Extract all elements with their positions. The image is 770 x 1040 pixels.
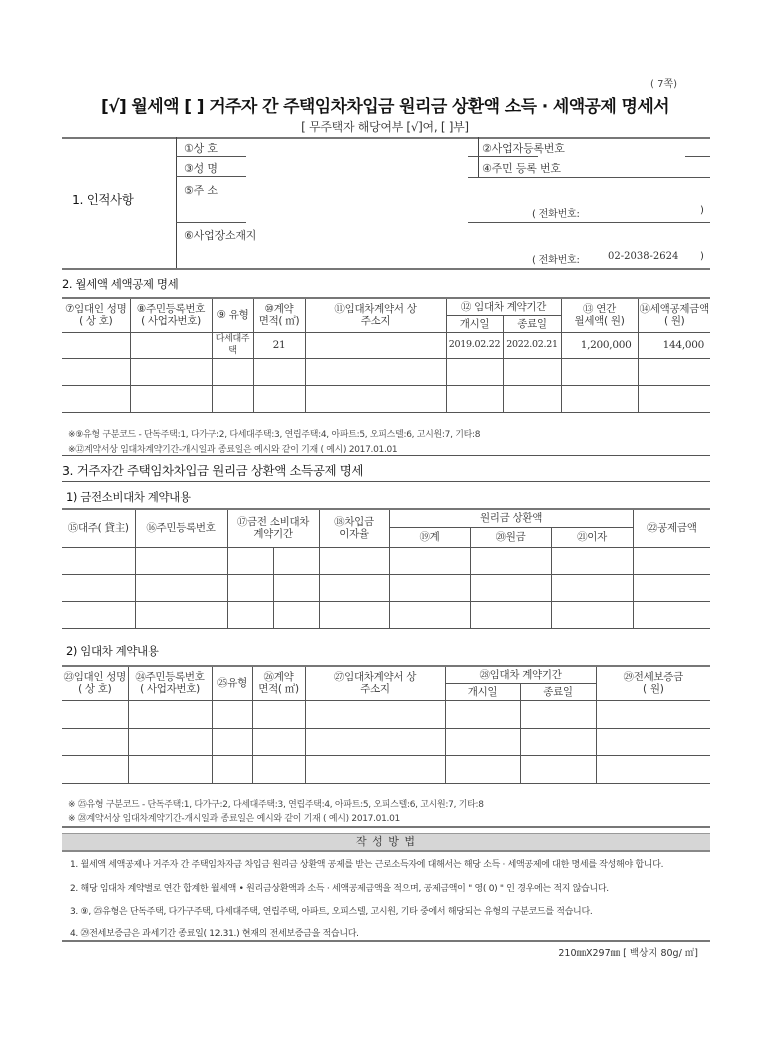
cell-lease-area[interactable]	[252, 755, 305, 783]
divider	[176, 176, 246, 177]
paper-spec: 210㎜X297㎜ [ 백상지 80g/ ㎡]	[558, 948, 698, 959]
col-loan-deduction: ㉒공제금액	[633, 509, 710, 547]
col-lease-start: 개시일	[445, 683, 520, 700]
section1-heading: 1. 인적사항	[72, 192, 134, 207]
cell-principal[interactable]	[470, 574, 551, 601]
cell-lease-end[interactable]	[520, 755, 596, 783]
cell-start[interactable]	[446, 385, 503, 412]
workplace-phone-value[interactable]: 02-2038-2624	[608, 251, 679, 262]
col-lease-lessor: ㉓임대인 성명 ( 상 호)	[62, 666, 128, 700]
divider	[62, 481, 710, 482]
cell-deposit[interactable]	[596, 755, 710, 783]
cell-deposit[interactable]	[596, 700, 710, 728]
cell-period-end[interactable]	[273, 574, 319, 601]
cell-rate[interactable]	[319, 547, 389, 574]
cell-lessor[interactable]	[62, 358, 130, 385]
cell-lessor[interactable]	[62, 385, 130, 412]
cell-lease-lessor-id[interactable]	[128, 755, 212, 783]
cell-period-start[interactable]	[227, 574, 273, 601]
cell-lease-area[interactable]	[252, 700, 305, 728]
col-lessor: ⑦임대인 성명 ( 상 호)	[62, 298, 130, 332]
resident-no-value[interactable]	[585, 159, 705, 175]
table-row	[62, 728, 710, 755]
divider	[478, 137, 479, 177]
col-lease-address: ㉗임대차계약서 상 주소지	[305, 666, 445, 700]
col-period: ⑫ 임대차 계약기간	[446, 298, 561, 315]
table-row	[62, 574, 710, 601]
cell-lease-lessor[interactable]	[62, 700, 128, 728]
cell-lease-address[interactable]	[305, 728, 445, 755]
cell-end[interactable]	[503, 358, 561, 385]
business-no-value[interactable]	[585, 139, 685, 155]
cell-area[interactable]	[253, 358, 305, 385]
col-type: ⑨ 유형	[212, 298, 253, 332]
col-total: ⑲계	[389, 527, 470, 547]
divider	[176, 156, 246, 157]
trade-name-value[interactable]	[250, 139, 470, 155]
cell-lease-start[interactable]	[445, 755, 520, 783]
col-deduction: ⑭세액공제금액 ( 원)	[638, 298, 710, 332]
instructions-heading: 작 성 방 법	[62, 833, 710, 852]
cell-interest[interactable]	[551, 601, 633, 628]
cell-address[interactable]	[305, 332, 446, 358]
cell-lease-type[interactable]	[212, 700, 252, 728]
cell-period-start[interactable]	[227, 547, 273, 574]
col-start: 개시일	[446, 315, 503, 332]
cell-area[interactable]	[253, 385, 305, 412]
cell-lease-start[interactable]	[445, 700, 520, 728]
cell-period-end[interactable]	[273, 601, 319, 628]
instruction-item: 3. ⑨, ㉕유형은 단독주택, 다가구주택, 다세대주택, 연립주택, 아파트, 오피스텔, 고시원, 기타 중에서 해당되는 유형의 구분코드를 적습니다.	[70, 907, 593, 917]
cell-lease-address[interactable]	[305, 700, 445, 728]
cell-type[interactable]	[212, 385, 253, 412]
cell-deduction[interactable]: 144,000	[638, 332, 710, 358]
cell-lender-id[interactable]	[135, 547, 227, 574]
table-row	[62, 332, 710, 358]
instruction-item: 1. 월세액 세액공제나 거주자 간 주택임차자금 차입금 원리금 상환액 공제를 받는 근로소득자에 대해서는 해당 소득 · 세액공제에 대한 명세를 작성해야 합니다.	[70, 860, 664, 870]
col-end: 종료일	[503, 315, 561, 332]
loan-table	[62, 508, 710, 629]
table-row	[62, 385, 710, 412]
cell-lessor-id[interactable]	[130, 385, 212, 412]
cell-lease-lessor-id[interactable]	[128, 728, 212, 755]
divider	[685, 156, 710, 157]
cell-annual-rent[interactable]	[561, 358, 638, 385]
col-repayment: 원리금 상환액	[389, 509, 633, 527]
cell-lease-area[interactable]	[252, 728, 305, 755]
col-lease-type: ㉕유형	[212, 666, 252, 700]
cell-deduction[interactable]	[638, 358, 710, 385]
table-row	[62, 755, 710, 783]
cell-total[interactable]	[389, 574, 470, 601]
cell-start[interactable]	[446, 358, 503, 385]
col-deposit: ㉙전세보증금 ( 원)	[596, 666, 710, 700]
divider	[62, 826, 710, 828]
col-lease-lessor-id: ㉔주민등록번호 ( 사업자번호)	[128, 666, 212, 700]
cell-lender[interactable]	[62, 601, 135, 628]
section3-heading: 3. 거주자간 주택임차차입금 원리금 상환액 소득공제 명세	[62, 463, 364, 478]
cell-rate[interactable]	[319, 601, 389, 628]
form-title: [√] 월세액 [ ] 거주자 간 주택임차차입금 원리금 상환액 소득 · 세액공제 명세서	[101, 97, 669, 117]
workplace-phone-close: )	[700, 251, 704, 262]
col-annual-rent: ⑬ 연간 월세액( 원)	[561, 298, 638, 332]
instruction-item: 2. 해당 임대차 계약별로 연간 합계한 월세액 • 원리금상환액과 소득 · 세액공제금액을 적으며, 공제금액이 " 영( 0) " 인 경우에는 적지 않습니다.	[70, 884, 609, 894]
cell-lease-type[interactable]	[212, 755, 252, 783]
workplace-label: ⑥사업장소재지	[184, 229, 257, 242]
cell-lease-address[interactable]	[305, 755, 445, 783]
address-phone-close: )	[700, 205, 704, 216]
cell-interest[interactable]	[551, 547, 633, 574]
cell-lease-end[interactable]	[520, 700, 596, 728]
cell-end[interactable]	[503, 385, 561, 412]
col-lender: ⑮대주( 貸主)	[62, 509, 135, 547]
divider	[62, 455, 710, 456]
col-loan-period: ⑰금전 소비대차 계약기간	[227, 509, 319, 547]
cell-end[interactable]: 2022.02.21	[503, 332, 561, 358]
col-principal: ⑳원금	[470, 527, 551, 547]
cell-lease-lessor[interactable]	[62, 728, 128, 755]
col-lease-end: 종료일	[520, 683, 596, 700]
cell-loan-deduction[interactable]	[633, 547, 710, 574]
cell-total[interactable]	[389, 601, 470, 628]
cell-lessor-id[interactable]	[130, 332, 212, 358]
cell-lessor[interactable]	[62, 332, 130, 358]
lease-table	[62, 665, 710, 784]
cell-lender[interactable]	[62, 574, 135, 601]
divider	[176, 222, 246, 223]
col-lease-area: ㉖계약 면적( ㎡)	[252, 666, 305, 700]
col-address: ⑪임대차계약서 상 주소지	[305, 298, 446, 332]
cell-type[interactable]: 다세대주택	[212, 332, 253, 358]
table-row	[62, 547, 710, 574]
cell-lease-type[interactable]	[212, 728, 252, 755]
divider	[62, 268, 710, 270]
resident-no-label: ④주민 등록 번호	[482, 162, 561, 175]
table-row	[62, 358, 710, 385]
divider	[468, 177, 710, 178]
lease-note-period: ※ ㉘계약서상 임대차계약기간-개시일과 종료일은 예시와 같이 기재 ( 예시) 2017.01.01	[68, 814, 400, 824]
cell-area[interactable]: 21	[253, 332, 305, 358]
cell-lender[interactable]	[62, 547, 135, 574]
cell-annual-rent[interactable]	[561, 385, 638, 412]
trade-name-label: ①상 호	[184, 142, 218, 155]
section2-note-period: ※⑫계약서상 임대차계약기간-개시일과 종료일은 예시와 같이 기재 ( 예시) 2017.01.01	[68, 445, 398, 455]
lease-heading: 2) 임대차 계약내용	[66, 644, 159, 658]
section2-heading: 2. 월세액 세액공제 명세	[62, 277, 179, 291]
cell-start[interactable]: 2019.02.22	[446, 332, 503, 358]
cell-lender-id[interactable]	[135, 574, 227, 601]
cell-period-end[interactable]	[273, 547, 319, 574]
cell-lease-end[interactable]	[520, 728, 596, 755]
col-area: ⑩계약 면적( ㎡)	[253, 298, 305, 332]
cell-lease-start[interactable]	[445, 728, 520, 755]
monthly-rent-table	[62, 297, 710, 413]
cell-address[interactable]	[305, 358, 446, 385]
form-subtitle: [ 무주택자 해당여부 [√]여, [ ]부]	[301, 120, 469, 134]
cell-lessor-id[interactable]	[130, 358, 212, 385]
cell-deposit[interactable]	[596, 728, 710, 755]
cell-lease-lessor-id[interactable]	[128, 700, 212, 728]
lease-note-type: ※ ㉕유형 구분코드 - 단독주택:1, 다가구:2, 다세대주택:3, 연립주택:4, 아파트:5, 오피스텔:6, 고시원:7, 기타:8	[68, 800, 484, 810]
cell-lease-lessor[interactable]	[62, 755, 128, 783]
col-lease-period: ㉘임대차 계약기간	[445, 666, 596, 683]
address-value[interactable]	[250, 182, 530, 198]
name-label: ③성 명	[184, 162, 218, 175]
divider	[468, 156, 538, 157]
cell-deduction[interactable]	[638, 385, 710, 412]
loan-heading: 1) 금전소비대차 계약내용	[66, 490, 191, 504]
cell-annual-rent[interactable]: 1,200,000	[561, 332, 638, 358]
cell-lender-id[interactable]	[135, 601, 227, 628]
business-no-label: ②사업자등록번호	[482, 142, 565, 155]
workplace-phone-label: ( 전화번호:	[532, 255, 580, 266]
address-label: ⑤주 소	[184, 184, 218, 197]
col-lender-id: ⑯주민등록번호	[135, 509, 227, 547]
cell-type[interactable]	[212, 358, 253, 385]
col-lessor-id: ⑧주민등록번호 ( 사업자번호)	[130, 298, 212, 332]
section2-note-type: ※⑨유형 구분코드 - 단독주택:1, 다가구:2, 다세대주택:3, 연립주택:4, 아파트:5, 오피스텔:6, 고시원:7, 기타:8	[68, 430, 481, 440]
cell-loan-deduction[interactable]	[633, 574, 710, 601]
cell-principal[interactable]	[470, 547, 551, 574]
divider	[468, 222, 710, 223]
col-rate: ⑱차입금 이자율	[319, 509, 389, 547]
col-interest: ㉑이자	[551, 527, 633, 547]
name-value[interactable]	[250, 159, 470, 175]
address-phone-label: ( 전화번호:	[532, 209, 580, 220]
page-number: ( 7쪽)	[650, 79, 678, 90]
cell-address[interactable]	[305, 385, 446, 412]
cell-total[interactable]	[389, 547, 470, 574]
table-row	[62, 601, 710, 628]
cell-rate[interactable]	[319, 574, 389, 601]
table-row	[62, 700, 710, 728]
cell-loan-deduction[interactable]	[633, 601, 710, 628]
divider	[62, 940, 710, 942]
workplace-value[interactable]	[250, 227, 530, 243]
instruction-item: 4. ㉙전세보증금은 과세기간 종료일( 12.31.) 현재의 전세보증금을 적습니다.	[70, 929, 359, 939]
cell-period-start[interactable]	[227, 601, 273, 628]
cell-interest[interactable]	[551, 574, 633, 601]
cell-principal[interactable]	[470, 601, 551, 628]
